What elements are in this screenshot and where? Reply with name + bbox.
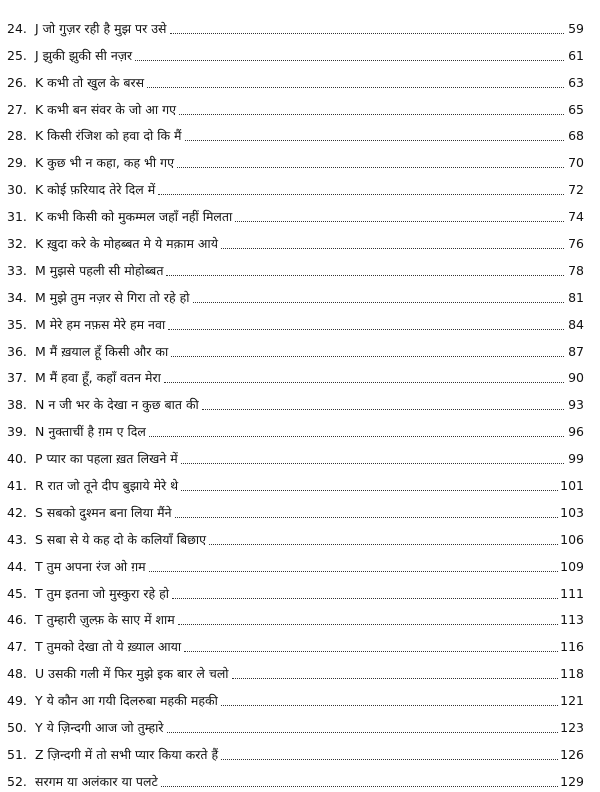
- entry-title[interactable]: S सबको दुश्मन बना लिया मैंने: [35, 504, 172, 520]
- toc-entry[interactable]: [0, 171, 600, 198]
- entry-number: 25.: [7, 47, 27, 63]
- entry-title[interactable]: M मैं ख़याल हूँ किसी और का: [35, 343, 169, 359]
- entry-title[interactable]: U उसकी गली में फिर मुझे इक बार ले चलो: [35, 666, 229, 682]
- entry-page-number[interactable]: 118: [560, 666, 584, 682]
- entry-number: 41.: [7, 478, 27, 494]
- entry-number: 24.: [7, 20, 27, 36]
- toc-entry[interactable]: [0, 736, 600, 763]
- entry-page-number[interactable]: 74: [568, 209, 584, 225]
- entry-page-number[interactable]: 99: [568, 451, 584, 467]
- dot-leader: [202, 408, 564, 410]
- entry-number: 36.: [7, 343, 27, 359]
- dot-leader: [164, 381, 564, 383]
- entry-number: 30.: [7, 182, 27, 198]
- entry-title[interactable]: K किसी रंजिश को हवा दो कि मैं: [35, 128, 182, 144]
- toc-entry[interactable]: [0, 763, 600, 790]
- entry-page-number[interactable]: 81: [568, 289, 584, 305]
- dot-leader: [177, 166, 564, 168]
- toc-entry[interactable]: [0, 494, 600, 521]
- dot-leader: [170, 32, 564, 34]
- toc-entry[interactable]: [0, 521, 600, 548]
- entry-title[interactable]: J जो गुज़र रही है मुझ पर उसे: [35, 20, 167, 36]
- entry-title[interactable]: सरगम या अलंकार या पलटे: [35, 773, 158, 789]
- entry-number: 47.: [7, 639, 27, 655]
- dot-leader: [149, 435, 564, 437]
- entry-page-number[interactable]: 126: [560, 746, 584, 762]
- entry-number: 40.: [7, 451, 27, 467]
- entry-number: 37.: [7, 370, 27, 386]
- entry-page-number[interactable]: 116: [560, 639, 584, 655]
- dot-leader: [167, 731, 559, 733]
- entry-number: 31.: [7, 209, 27, 225]
- toc-entry[interactable]: [0, 225, 600, 252]
- dot-leader: [179, 113, 564, 115]
- entry-number: 33.: [7, 262, 27, 278]
- entry-number: 34.: [7, 289, 27, 305]
- entry-number: 35.: [7, 316, 27, 332]
- entry-number: 52.: [7, 773, 27, 789]
- entry-number: 44.: [7, 558, 27, 574]
- entry-page-number[interactable]: 65: [568, 101, 584, 117]
- toc-entry[interactable]: [0, 306, 600, 333]
- entry-title[interactable]: J झुकी झुकी सी नज़र: [35, 47, 133, 63]
- entry-number: 27.: [7, 101, 27, 117]
- dot-leader: [184, 650, 558, 652]
- entry-number: 45.: [7, 585, 27, 601]
- entry-page-number[interactable]: 59: [568, 20, 584, 36]
- dot-leader: [158, 193, 564, 195]
- entry-title[interactable]: M मुझे तुम नज़र से गिरा तो रहे हो: [35, 289, 190, 305]
- entry-page-number[interactable]: 106: [560, 531, 584, 547]
- toc-entry[interactable]: [0, 682, 600, 709]
- entry-page-number[interactable]: 96: [568, 424, 584, 440]
- entry-number: 39.: [7, 424, 27, 440]
- entry-title[interactable]: T तुम अपना रंज ओ ग़म: [35, 558, 146, 574]
- toc-entry[interactable]: [0, 413, 600, 440]
- entry-title[interactable]: T तुम इतना जो मुस्कुरा रहे हो: [35, 585, 169, 601]
- entry-page-number[interactable]: 129: [560, 773, 584, 789]
- entry-page-number[interactable]: 90: [568, 370, 584, 386]
- entry-number: 51.: [7, 746, 27, 762]
- entry-title[interactable]: S सबा से ये कह दो के कलियाँ बिछाए: [35, 531, 207, 547]
- entry-title[interactable]: P प्यार का पहला ख़त लिखने में: [35, 451, 178, 467]
- toc-entry[interactable]: [0, 602, 600, 629]
- entry-title[interactable]: T तुमको देखा तो ये ख़्याल आया: [35, 639, 182, 655]
- dot-leader: [135, 59, 564, 61]
- entry-page-number[interactable]: 84: [568, 316, 584, 332]
- entry-title[interactable]: Z ज़िन्दगी में तो सभी प्यार किया करते हैं: [35, 746, 219, 762]
- toc-entry[interactable]: [0, 91, 600, 118]
- dot-leader: [166, 274, 564, 276]
- dot-leader: [181, 462, 564, 464]
- dot-leader: [161, 785, 558, 787]
- dot-leader: [168, 328, 564, 330]
- dot-leader: [185, 139, 564, 141]
- dot-leader: [175, 516, 559, 518]
- entry-title[interactable]: K कुछ भी न कहा, कह भी गए: [35, 155, 174, 171]
- entry-title[interactable]: Y ये कौन आ गयी दिलरुबा महकी महकी: [35, 693, 218, 709]
- entry-page-number[interactable]: 113: [560, 612, 584, 628]
- entry-page-number[interactable]: 78: [568, 262, 584, 278]
- entry-number: 46.: [7, 612, 27, 628]
- entry-page-number[interactable]: 103: [560, 504, 584, 520]
- entry-page-number[interactable]: 93: [568, 397, 584, 413]
- entry-title[interactable]: T तुम्हारी ज़ुल्फ़ के साए में शाम: [35, 612, 175, 628]
- entry-title[interactable]: Y ये ज़िन्दगी आज जो तुम्हारे: [35, 720, 164, 736]
- dot-leader: [235, 220, 564, 222]
- entry-title[interactable]: K कोई फ़रियाद तेरे दिल में: [35, 182, 156, 198]
- entry-number: 43.: [7, 531, 27, 547]
- toc-entry[interactable]: [0, 467, 600, 494]
- toc-entry[interactable]: [0, 252, 600, 279]
- entry-page-number[interactable]: 109: [560, 558, 584, 574]
- entry-page-number[interactable]: 111: [560, 585, 584, 601]
- toc-entry[interactable]: [0, 333, 600, 360]
- entry-title[interactable]: M मैं हवा हूँ, कहाँ वतन मेरा: [35, 370, 161, 386]
- entry-number: 49.: [7, 693, 27, 709]
- toc-entry[interactable]: [0, 37, 600, 64]
- dot-leader: [232, 677, 559, 679]
- entry-title[interactable]: M मुझसे पहली सी मोहोब्बत: [35, 262, 164, 278]
- entry-title[interactable]: R रात जो तूने दीप बुझाये मेरे थे: [35, 478, 179, 494]
- dot-leader: [221, 247, 564, 249]
- dot-leader: [209, 543, 558, 545]
- dot-leader: [221, 758, 558, 760]
- entry-title[interactable]: K ख़ुदा करे के मोहब्बत मे ये मक़ाम आये: [35, 236, 218, 252]
- toc-entry[interactable]: [0, 386, 600, 413]
- entry-page-number[interactable]: 121: [560, 693, 584, 709]
- entry-number: 26.: [7, 74, 27, 90]
- entry-page-number[interactable]: 72: [568, 182, 584, 198]
- toc-entry[interactable]: [0, 548, 600, 575]
- entry-page-number[interactable]: 87: [568, 343, 584, 359]
- toc-entry[interactable]: [0, 144, 600, 171]
- toc-entry[interactable]: [0, 709, 600, 736]
- entry-title[interactable]: M मेरे हम नफ़स मेरे हम नवा: [35, 316, 166, 332]
- dot-leader: [221, 704, 558, 706]
- toc-entry[interactable]: [0, 118, 600, 145]
- entry-number: 42.: [7, 504, 27, 520]
- entry-page-number[interactable]: 101: [560, 478, 584, 494]
- entry-title[interactable]: K कभी बन संवर के जो आ गए: [35, 101, 177, 117]
- toc-entry[interactable]: [0, 64, 600, 91]
- entry-page-number[interactable]: 76: [568, 236, 584, 252]
- entry-page-number[interactable]: 68: [568, 128, 584, 144]
- entry-page-number[interactable]: 70: [568, 155, 584, 171]
- dot-leader: [149, 570, 559, 572]
- dot-leader: [171, 355, 564, 357]
- toc-entry[interactable]: [0, 440, 600, 467]
- toc-entry[interactable]: [0, 198, 600, 225]
- entry-title[interactable]: N नुक्ताचीं है ग़म ए दिल: [35, 424, 146, 440]
- entry-title[interactable]: K कभी तो खुल के बरस: [35, 74, 145, 90]
- table-of-contents: [0, 10, 600, 790]
- dot-leader: [181, 489, 558, 491]
- entry-page-number[interactable]: 63: [568, 74, 584, 90]
- dot-leader: [193, 301, 565, 303]
- dot-leader: [172, 597, 558, 599]
- toc-entry[interactable]: [0, 655, 600, 682]
- entry-title[interactable]: K कभी किसी को मुकम्मल जहाँ नहीं मिलता: [35, 209, 233, 225]
- entry-page-number[interactable]: 61: [568, 47, 584, 63]
- toc-entry[interactable]: [0, 628, 600, 655]
- toc-entry[interactable]: [0, 575, 600, 602]
- entry-number: 29.: [7, 155, 27, 171]
- toc-entry[interactable]: [0, 360, 600, 387]
- entry-number: 50.: [7, 720, 27, 736]
- entry-number: 32.: [7, 236, 27, 252]
- dot-leader: [178, 623, 558, 625]
- entry-number: 38.: [7, 397, 27, 413]
- toc-entry[interactable]: [0, 10, 600, 37]
- entry-number: 28.: [7, 128, 27, 144]
- entry-page-number[interactable]: 123: [560, 720, 584, 736]
- entry-number: 48.: [7, 666, 27, 682]
- dot-leader: [147, 86, 564, 88]
- toc-entry[interactable]: [0, 279, 600, 306]
- entry-title[interactable]: N न जी भर के देखा न कुछ बात की: [35, 397, 199, 413]
